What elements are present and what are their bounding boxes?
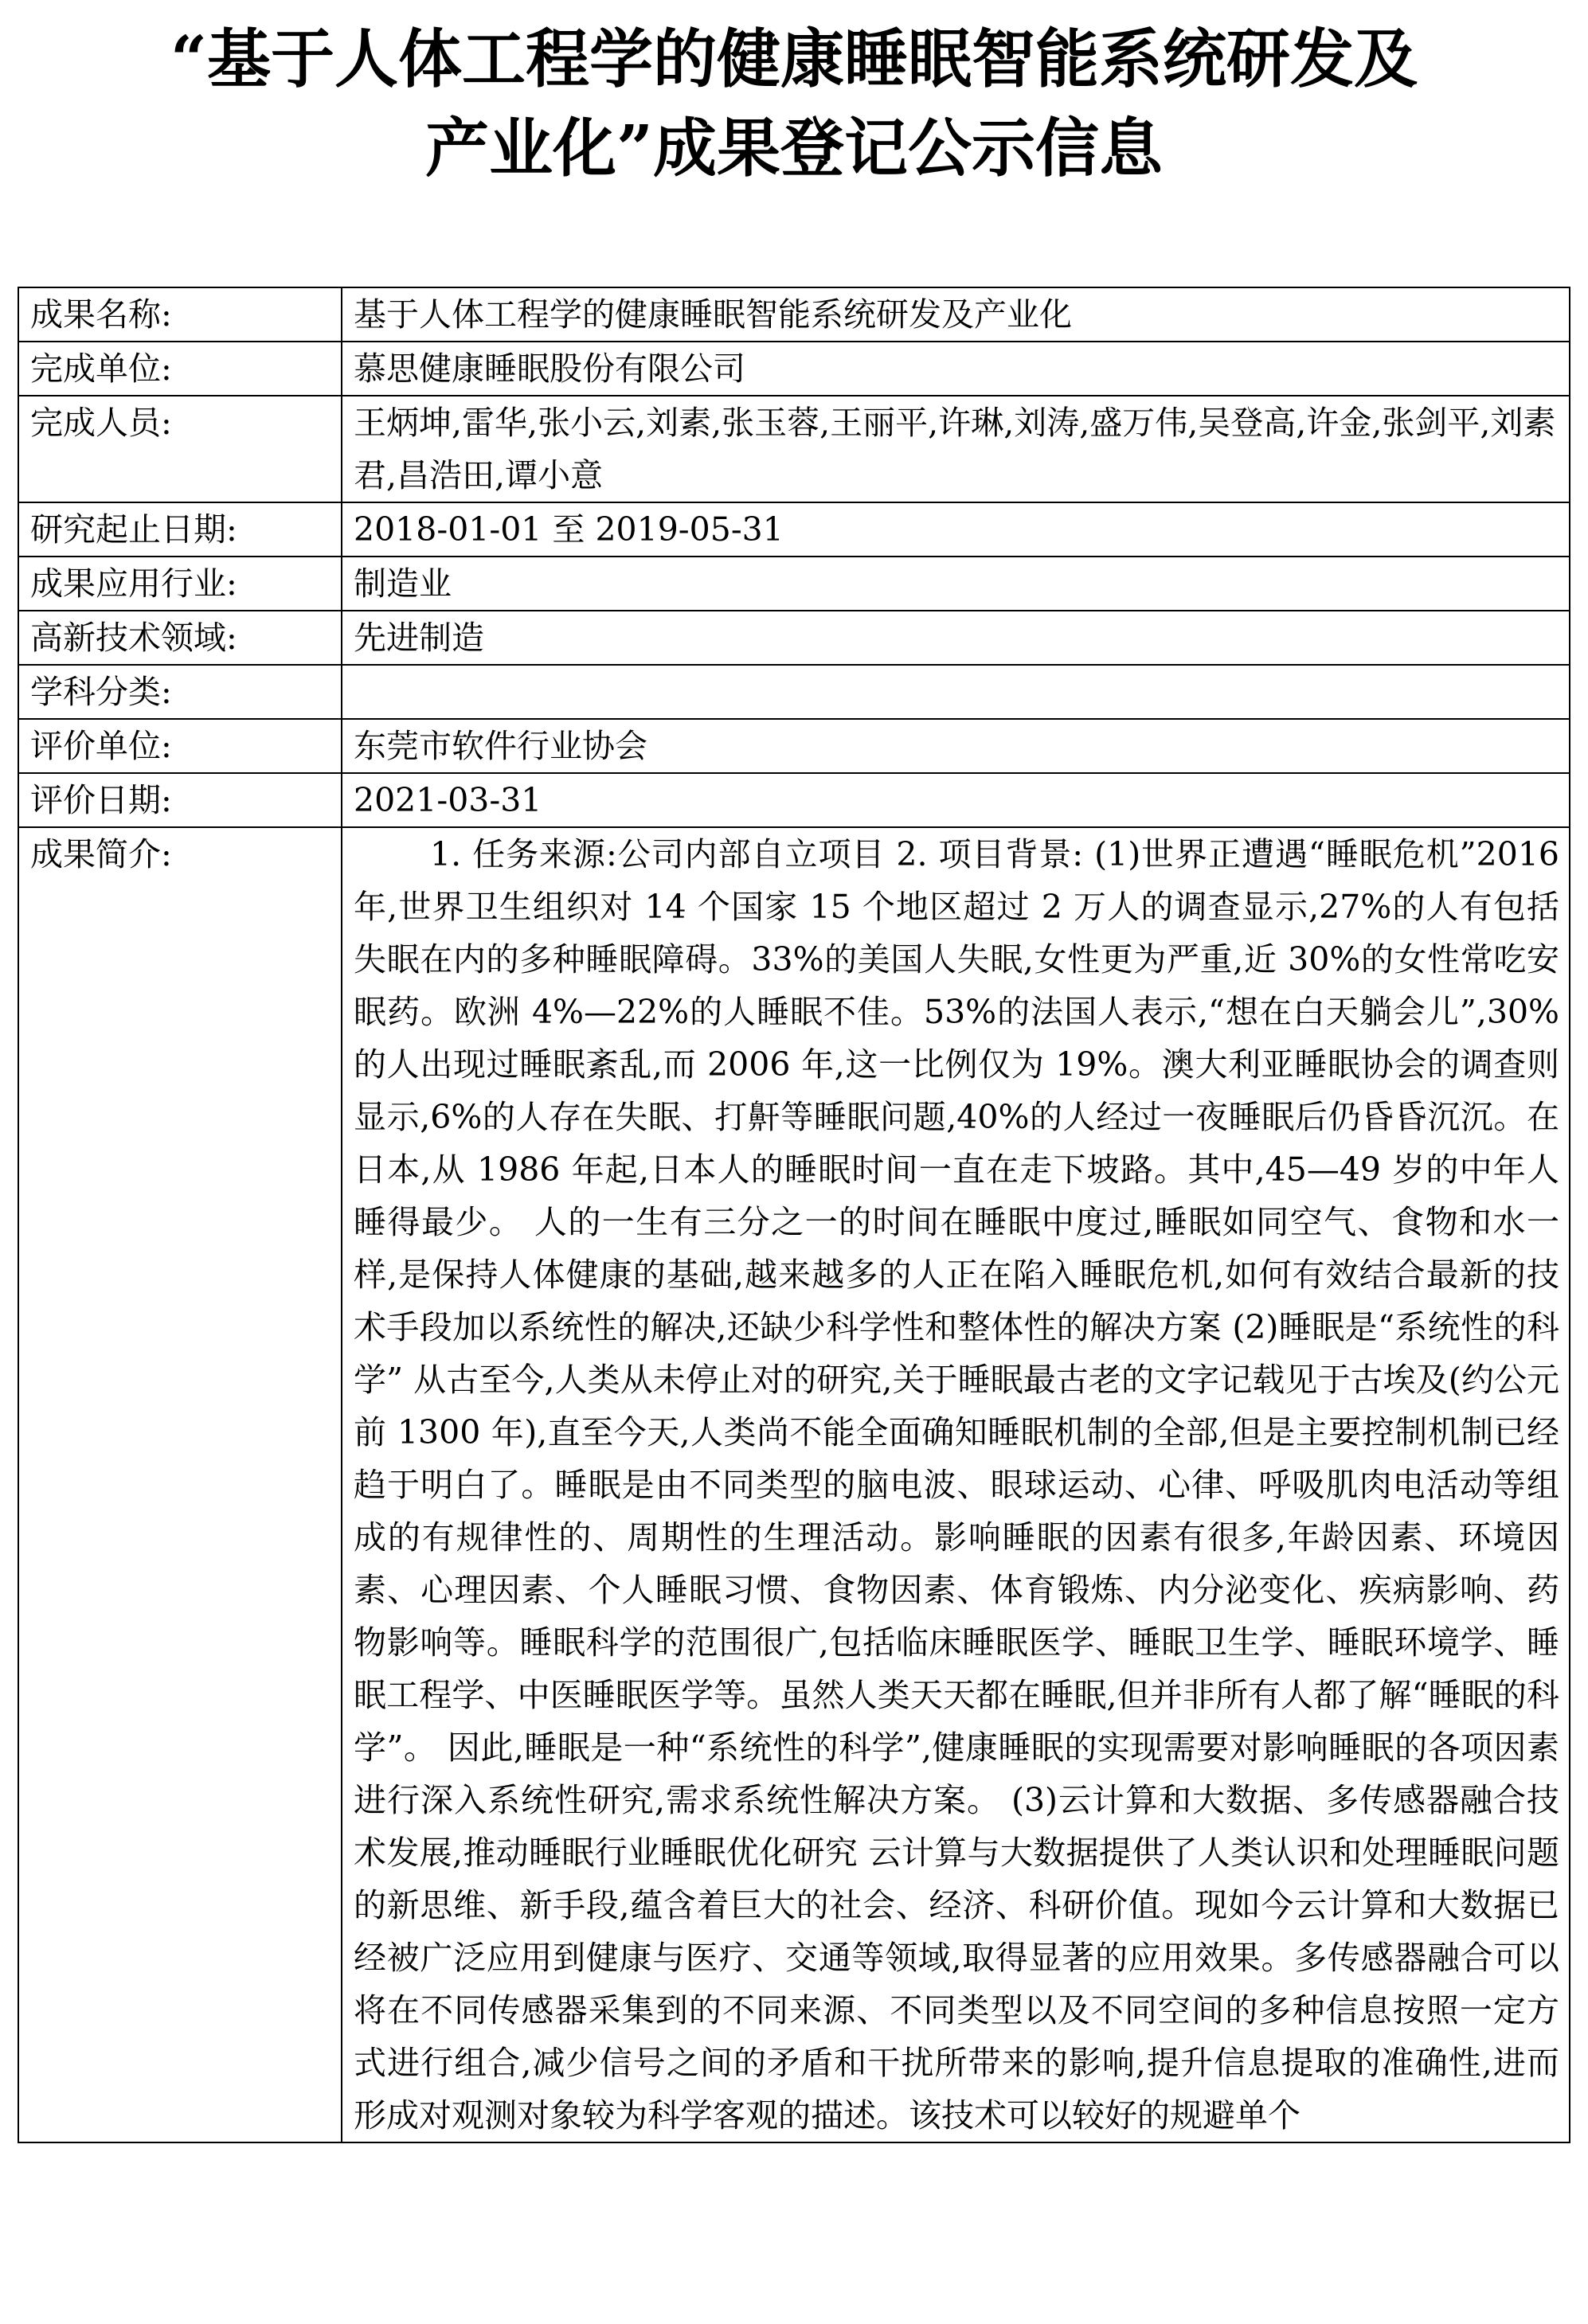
field-value: 制造业 (342, 557, 1570, 611)
field-label: 完成单位: (18, 342, 342, 396)
field-label: 成果名称: (18, 287, 342, 342)
field-label: 高新技术领域: (18, 611, 342, 665)
table-row-application-industry (18, 557, 1570, 611)
field-label: 完成人员: (18, 396, 342, 502)
table-row-evaluation-unit (18, 719, 1570, 773)
field-value: 2018-01-01 至 2019-05-31 (342, 502, 1570, 557)
title-line-1: “基于人体工程学的健康睡眠智能系统研发及 (170, 21, 1418, 96)
table-row-completing-personnel (18, 396, 1570, 502)
field-value: 王炳坤,雷华,张小云,刘素,张玉蓉,王丽平,许琳,刘涛,盛万伟,吴登高,许金,张剑平,刘素君,昌浩田,谭小意 (342, 396, 1570, 502)
field-label: 评价日期: (18, 773, 342, 827)
field-value (342, 665, 1570, 719)
table-row-evaluation-date (18, 773, 1570, 827)
field-label: 学科分类: (18, 665, 342, 719)
table-row-summary (18, 827, 1570, 2142)
table-row-high-tech-field (18, 611, 1570, 665)
field-label: 成果应用行业: (18, 557, 342, 611)
field-value: 先进制造 (342, 611, 1570, 665)
document-title (0, 14, 1588, 193)
table-row-discipline (18, 665, 1570, 719)
title-line-2: 产业化”成果登记公示信息 (424, 111, 1163, 186)
field-value: 2021-03-31 (342, 773, 1570, 827)
table-row-completing-unit (18, 342, 1570, 396)
field-label: 研究起止日期: (18, 502, 342, 557)
registration-info-table (18, 287, 1570, 2143)
table-row-research-dates (18, 502, 1570, 557)
summary-text: 1. 任务来源:公司内部自立项目 2. 项目背景: (1)世界正遭遇“睡眠危机”2016 年,世界卫生组织对 14 个国家 15 个地区超过 2 万人的调查显示,27%的人有包括失眠在内的多种睡眠障碍。33%的美国人失眠,女性更为严重,近 30%的女性常吃安眠药。欧洲 4%—22%的人睡眠不佳。53%的法国人表示,“想在白天躺会儿”,30%的人出现过睡眠紊乱,而 2006 年,这一比例仅为 19%。澳大利亚睡眠协会的调查则显示,6%的人存在失眠、打鼾等睡眠问题,40%的人经过一夜睡眠后仍昏昏沉沉。在日本,从 1986 年起,日本人的睡眠时间一直在走下坡路。其中,45—49 岁的中年人睡得最少。 人的一生有三分之一的时间在睡眠中度过,睡眠如同空气、食物和水一样,是保持人体健康的基础,越来越多的人正在陷入睡眠危机,如何有效结合最新的技术手段加以系统性的解决,还缺少科学性和整体性的解决方案 (2)睡眠是“系统性的科学” 从古至今,人类从未停止对的研究,关于睡眠最古老的文字记载见于古埃及(约公元前 1300 年),直至今天,人类尚不能全面确知睡眠机制的全部,但是主要控制机制已经趋于明白了。睡眠是由不同类型的脑电波、眼球运动、心律、呼吸肌肉电活动等组成的有规律性的、周期性的生理活动。影响睡眠的因素有很多,年龄因素、环境因素、心理因素、个人睡眠习惯、食物因素、体育锻炼、内分泌变化、疾病影响、药物影响等。睡眠科学的范围很广,包括临床睡眠医学、睡眠卫生学、睡眠环境学、睡眠工程学、中医睡眠医学等。虽然人类天天都在睡眠,但并非所有人都了解“睡眠的科学”。 因此,睡眠是一种“系统性的科学”,健康睡眠的实现需要对影响睡眠的各项因素进行深入系统性研究,需求系统性解决方案。 (3)云计算和大数据、多传感器融合技术发展,推动睡眠行业睡眠优化研究 云计算与大数据提供了人类认识和处理睡眠问题的新思维、新手段,蕴含着巨大的社会、经济、科研价值。现如今云计算和大数据已经被广泛应用到健康与医疗、交通等领域,取得显著的应用效果。多传感器融合可以将在不同传感器采集到的不同来源、不同类型以及不同空间的多种信息按照一定方式进行组合,减少信号之间的矛盾和干扰所带来的影响,提升信息提取的准确性,进而形成对观测对象较为科学客观的描述。该技术可以较好的规避单个 (342, 827, 1570, 2142)
field-value: 东莞市软件行业协会 (342, 719, 1570, 773)
field-value: 慕思健康睡眠股份有限公司 (342, 342, 1570, 396)
field-label: 评价单位: (18, 719, 342, 773)
table-row-achievement-name (18, 287, 1570, 342)
field-label: 成果简介: (18, 827, 342, 2142)
field-value: 基于人体工程学的健康睡眠智能系统研发及产业化 (342, 287, 1570, 342)
